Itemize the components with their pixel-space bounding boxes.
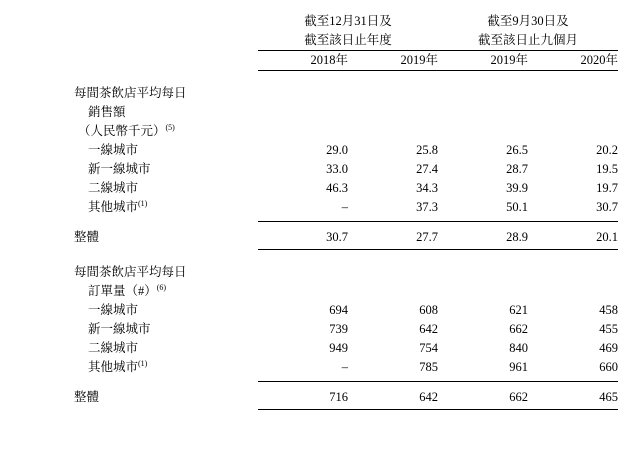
table-row bbox=[22, 160, 618, 179]
row-value-s1-0-1: 25.8 bbox=[416, 143, 438, 157]
table-row bbox=[22, 339, 618, 358]
row-value-s1-0-2: 26.5 bbox=[506, 143, 528, 157]
row-value-s1-3-3: 30.7 bbox=[596, 200, 618, 214]
header-group-annual-line2: 截至該日止年度 bbox=[304, 33, 392, 47]
row-value-s2-1-2: 662 bbox=[509, 322, 528, 336]
section-2-title-line-2 bbox=[22, 282, 618, 301]
total-value-s1-3: 20.1 bbox=[596, 230, 618, 244]
row-label-s1-3-footnote: (1) bbox=[138, 198, 148, 208]
row-label-s2-2: 二線城市 bbox=[88, 341, 139, 355]
section-2-title-2: 訂單量（#） bbox=[88, 284, 157, 298]
section-1-title-2: 銷售額 bbox=[88, 105, 126, 119]
row-value-s1-0-3: 20.2 bbox=[596, 143, 618, 157]
spacer bbox=[22, 71, 618, 84]
header-group-row-2 bbox=[22, 31, 618, 51]
header-year-row bbox=[22, 51, 618, 71]
row-value-s2-3-3: 660 bbox=[599, 360, 618, 374]
section-2-title-footnote: (6) bbox=[156, 282, 167, 292]
row-value-s1-3-2: 50.1 bbox=[506, 200, 528, 214]
row-label-s2-3: 其他城市 bbox=[88, 360, 139, 374]
row-value-s2-2-0: 949 bbox=[329, 341, 348, 355]
rule-spacer-6 bbox=[22, 410, 258, 411]
row-label-s1-2: 二線城市 bbox=[88, 181, 139, 195]
row-value-s1-1-1: 27.4 bbox=[416, 162, 438, 176]
row-value-s2-0-3: 458 bbox=[599, 303, 618, 317]
table-total-row bbox=[22, 228, 618, 247]
header-spacer bbox=[22, 12, 258, 31]
row-value-s1-1-2: 28.7 bbox=[506, 162, 528, 176]
section-2-title-1: 每間茶飲店平均每日 bbox=[74, 265, 187, 279]
header-year-2018: 2018年 bbox=[310, 53, 348, 67]
total-value-s2-2: 662 bbox=[509, 390, 528, 404]
header-group-ninemonth-line1: 截至9月30日及 bbox=[487, 14, 569, 28]
row-value-s1-2-3: 19.7 bbox=[596, 181, 618, 195]
row-value-s2-1-0: 739 bbox=[329, 322, 348, 336]
row-label-s1-1: 新一線城市 bbox=[88, 162, 151, 176]
header-year-2019-annual: 2019年 bbox=[400, 53, 438, 67]
total-value-s2-3: 465 bbox=[599, 390, 618, 404]
total-value-s2-0: 716 bbox=[329, 390, 348, 404]
row-value-s1-2-0: 46.3 bbox=[326, 181, 348, 195]
section-2-title-line-1 bbox=[22, 263, 618, 282]
table-row bbox=[22, 320, 618, 339]
total-value-s1-0: 30.7 bbox=[326, 230, 348, 244]
row-value-s2-2-3: 469 bbox=[599, 341, 618, 355]
section-1-title-3-wrap bbox=[22, 122, 258, 141]
header-spacer-2 bbox=[22, 31, 258, 51]
row-value-s1-2-1: 34.3 bbox=[416, 181, 438, 195]
row-value-s1-0-0: 29.0 bbox=[326, 143, 348, 157]
section-2-total-rule bbox=[22, 410, 618, 411]
year-spacer bbox=[22, 51, 258, 71]
row-value-s2-0-2: 621 bbox=[509, 303, 528, 317]
row-value-s2-3-1: 785 bbox=[419, 360, 438, 374]
row-label-s2-0: 一線城市 bbox=[88, 303, 139, 317]
total-label-s2: 整體 bbox=[74, 390, 100, 404]
section-1-title-3: （人民幣千元） bbox=[78, 124, 166, 138]
row-value-s2-3-2: 961 bbox=[509, 360, 528, 374]
spacer bbox=[22, 250, 618, 263]
total-value-s1-1: 27.7 bbox=[416, 230, 438, 244]
rule-t2-col-4 bbox=[528, 410, 618, 411]
header-group-annual-line1: 截至12月31日及 bbox=[304, 14, 392, 28]
total-label-s1: 整體 bbox=[74, 230, 100, 244]
row-value-s2-0-0: 694 bbox=[329, 303, 348, 317]
row-value-s1-2-2: 39.9 bbox=[506, 181, 528, 195]
financial-table bbox=[22, 12, 618, 410]
section-1-title-1: 每間茶飲店平均每日 bbox=[74, 86, 187, 100]
header-group-row-1 bbox=[22, 12, 618, 31]
rule-t2-col-1 bbox=[258, 410, 348, 411]
section-1-title-line-1 bbox=[22, 84, 618, 103]
section-1-title-footnote: (5) bbox=[165, 122, 175, 132]
row-value-s2-3-0: – bbox=[341, 360, 348, 374]
header-year-2019-ninemonth: 2019年 bbox=[490, 53, 528, 67]
header-year-2020: 2020年 bbox=[580, 53, 618, 67]
row-value-s2-1-3: 455 bbox=[599, 322, 618, 336]
row-label-s1-3-wrap bbox=[22, 198, 258, 217]
row-value-s2-2-1: 754 bbox=[419, 341, 438, 355]
row-label-s1-0: 一線城市 bbox=[88, 143, 139, 157]
row-label-s2-3-footnote: (1) bbox=[138, 358, 148, 368]
rule-t2-col-3 bbox=[438, 410, 528, 411]
table-row bbox=[22, 301, 618, 320]
row-value-s2-2-2: 840 bbox=[509, 341, 528, 355]
section-1-title-line-2 bbox=[22, 103, 618, 122]
section-2-title-2-wrap bbox=[22, 282, 258, 301]
total-value-s2-1: 642 bbox=[419, 390, 438, 404]
table-row bbox=[22, 141, 618, 160]
row-value-s2-1-1: 642 bbox=[419, 322, 438, 336]
row-value-s1-3-0: – bbox=[341, 200, 348, 214]
row-label-s2-3-wrap bbox=[22, 358, 258, 377]
table-row bbox=[22, 198, 618, 217]
total-value-s1-2: 28.9 bbox=[506, 230, 528, 244]
row-label-s1-3: 其他城市 bbox=[88, 200, 139, 214]
row-value-s2-0-1: 608 bbox=[419, 303, 438, 317]
row-label-s2-1: 新一線城市 bbox=[88, 322, 151, 336]
header-group-ninemonth-line2: 截至該日止九個月 bbox=[477, 33, 578, 47]
table-row bbox=[22, 358, 618, 377]
row-value-s1-1-0: 33.0 bbox=[326, 162, 348, 176]
table-row bbox=[22, 179, 618, 198]
rule-t2-col-2 bbox=[348, 410, 438, 411]
section-1-title-line-3 bbox=[22, 122, 618, 141]
row-value-s1-3-1: 37.3 bbox=[416, 200, 438, 214]
row-value-s1-1-3: 19.5 bbox=[596, 162, 618, 176]
table-total-row bbox=[22, 388, 618, 407]
